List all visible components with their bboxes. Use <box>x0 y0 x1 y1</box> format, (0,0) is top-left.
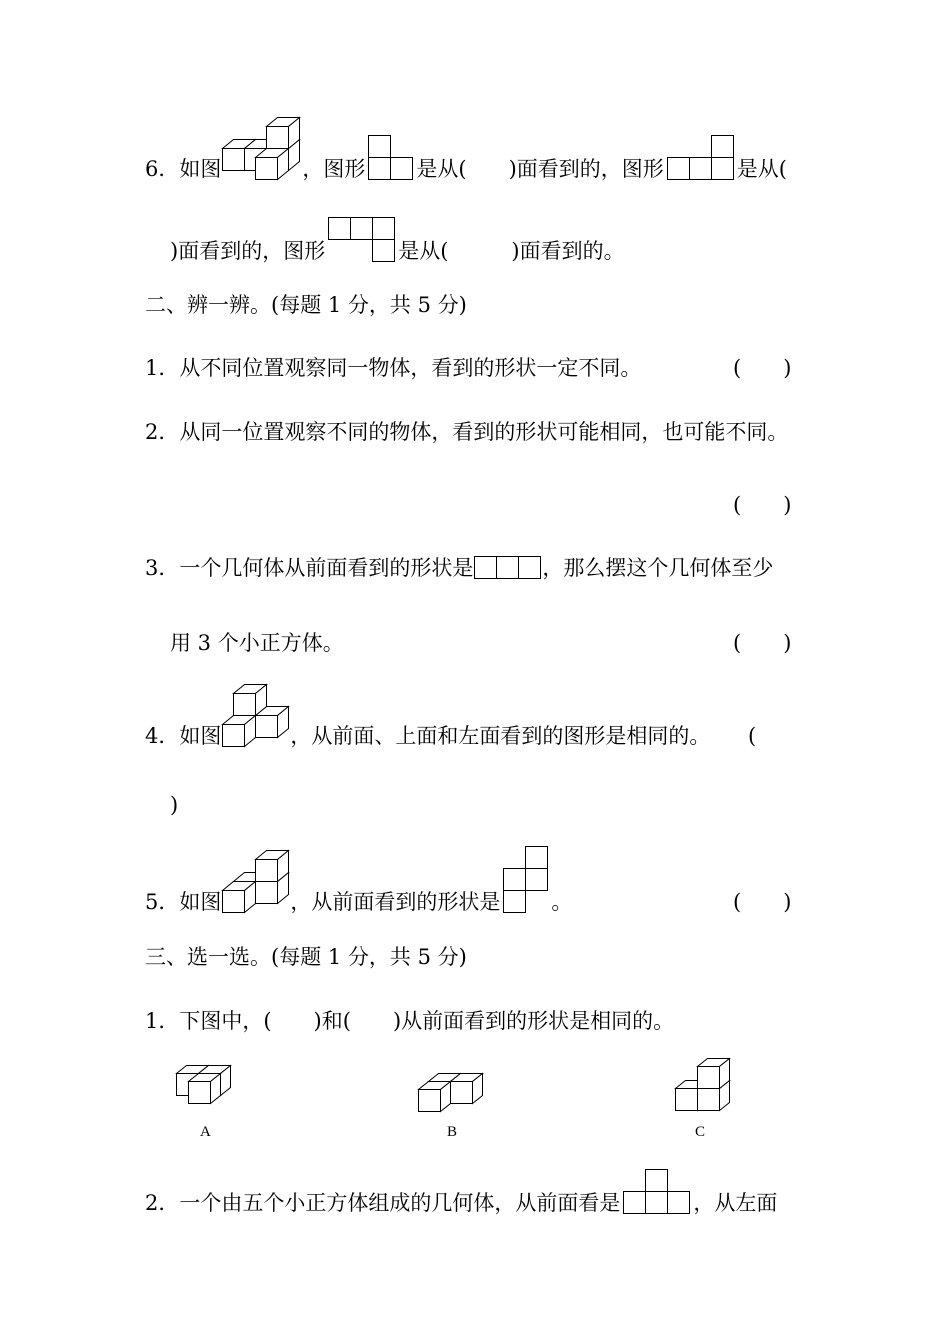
q6-text-2: ，图形 <box>302 157 366 181</box>
q6-text-1: 6．如图 <box>145 157 222 181</box>
cube-front-face <box>676 1089 698 1111</box>
cube <box>256 851 289 882</box>
view-square <box>711 158 733 180</box>
cube-front-face <box>223 725 245 747</box>
view-square <box>526 869 548 891</box>
s2-q3-line-2 <box>170 633 344 654</box>
s2-q4-answer-open: ( <box>748 724 757 748</box>
cube <box>223 882 256 913</box>
view-square <box>526 847 548 869</box>
s3-q1-line <box>145 1011 674 1032</box>
option-c-label: C <box>695 1124 706 1140</box>
q6-view-shape-3 <box>328 217 395 262</box>
cube <box>234 685 267 716</box>
cube-front-face <box>267 127 289 149</box>
cube-front-face <box>234 694 256 716</box>
s2-q5-line <box>145 846 572 913</box>
cube <box>267 118 300 149</box>
s2-q2-answer-blank: ( ) <box>733 493 792 517</box>
cube <box>451 1074 483 1104</box>
section-two-heading <box>145 295 467 316</box>
s3-q2-text-1: 2．一个由五个小正方体组成的几何体，从前面看是 <box>145 1191 621 1215</box>
s2-q2-line <box>145 422 788 443</box>
s2-q5-answer-blank: ( ) <box>733 890 792 914</box>
s2-q1-line <box>145 358 641 379</box>
q6-view-shape-2 <box>667 135 734 180</box>
view-square <box>351 218 373 240</box>
cube <box>419 1082 451 1112</box>
cube <box>256 149 289 180</box>
cube-front-face <box>698 1089 720 1111</box>
view-square <box>475 557 497 579</box>
s2-q1-text: 1．从不同位置观察同一物体，看到的形状一定不同。 <box>145 356 642 380</box>
view-square <box>329 218 351 240</box>
q6-text-5: )面看到的，图形 <box>170 239 326 263</box>
s2-q4-answer-close: ) <box>170 793 179 817</box>
cube-front-face <box>189 1082 211 1104</box>
view-square <box>646 1170 668 1192</box>
view-square <box>369 158 391 180</box>
s2-q3-text-2: ，那么摆这个几何体至少 <box>542 556 774 580</box>
option-b-label: B <box>447 1124 458 1140</box>
s2-q4-line <box>145 683 710 747</box>
q6-text-4: 是从( <box>736 157 787 181</box>
s2-q4-text-1: 4．如图 <box>145 724 222 748</box>
s3-q2-text-2: ，从左面 <box>693 1191 778 1215</box>
cube-front-face <box>256 158 278 180</box>
cube-front-face <box>256 716 278 738</box>
view-square <box>391 158 413 180</box>
q6-text-6: 是从( )面看到的。 <box>398 239 625 263</box>
view-square <box>646 1192 668 1214</box>
option-a-label: A <box>200 1124 211 1140</box>
s2-q1-answer-blank: ( ) <box>733 356 792 380</box>
cube <box>698 1059 730 1089</box>
s2-q4-cube-figure <box>222 683 289 747</box>
cube-front-face <box>256 860 278 882</box>
view-square <box>624 1192 646 1214</box>
view-square <box>373 218 395 240</box>
s2-q3-front-view-shape <box>474 556 541 579</box>
s2-q5-text-3: 。 <box>551 890 573 914</box>
option-a-cube-figure <box>176 1065 232 1105</box>
view-square <box>668 1192 690 1214</box>
q6-cube-figure <box>222 116 301 180</box>
cube-front-face <box>698 1067 720 1089</box>
s3-q1-text: 1．下图中，( )和( )从前面看到的形状是相同的。 <box>145 1009 675 1033</box>
option-b-cube-figure <box>418 1073 484 1113</box>
section-three-heading-text: 三、选一选。(每题 1 分，共 5 分) <box>145 945 467 969</box>
s3-q2-line <box>145 1169 777 1214</box>
s2-q3-line-1 <box>145 556 773 579</box>
q6-text-3: 是从( )面看到的，图形 <box>416 157 664 181</box>
view-square <box>519 557 541 579</box>
view-square <box>504 869 526 891</box>
s2-q4-text-2: ，从前面、上面和左面看到的图形是相同的。 <box>290 724 711 748</box>
s3-q2-front-view-shape <box>623 1169 690 1214</box>
q6-view-shape-1 <box>368 135 413 180</box>
view-square <box>497 557 519 579</box>
s2-q5-cube-figure <box>222 849 289 913</box>
view-square <box>373 240 395 262</box>
cube-front-face <box>451 1082 473 1104</box>
view-square <box>667 158 689 180</box>
s2-q5-front-view-shape <box>503 846 548 913</box>
s2-q2-text: 2．从同一位置观察不同的物体，看到的形状可能相同，也可能不同。 <box>145 420 789 444</box>
section-three-heading <box>145 947 467 968</box>
cube <box>223 716 256 747</box>
view-square <box>504 891 526 913</box>
cube-front-face <box>223 149 245 171</box>
cube-front-face <box>223 891 245 913</box>
cube-front-face <box>419 1090 441 1112</box>
s2-q3-text-3: 用 3 个小正方体。 <box>170 631 344 655</box>
cube-front-face <box>256 882 278 904</box>
option-c-cube-figure <box>675 1058 731 1112</box>
q6-line-1 <box>145 116 787 180</box>
view-square <box>711 136 733 158</box>
view-square <box>689 158 711 180</box>
cube <box>189 1074 221 1104</box>
q6-line-2 <box>170 217 625 262</box>
view-square <box>369 136 391 158</box>
s2-q3-text-1: 3．一个几何体从前面看到的形状是 <box>145 556 474 580</box>
s2-q3-answer-blank: ( ) <box>733 631 792 655</box>
section-two-heading-text: 二、辨一辨。(每题 1 分，共 5 分) <box>145 293 467 317</box>
s2-q5-text-2: ，从前面看到的形状是 <box>290 890 501 914</box>
s2-q5-text-1: 5．如图 <box>145 890 222 914</box>
